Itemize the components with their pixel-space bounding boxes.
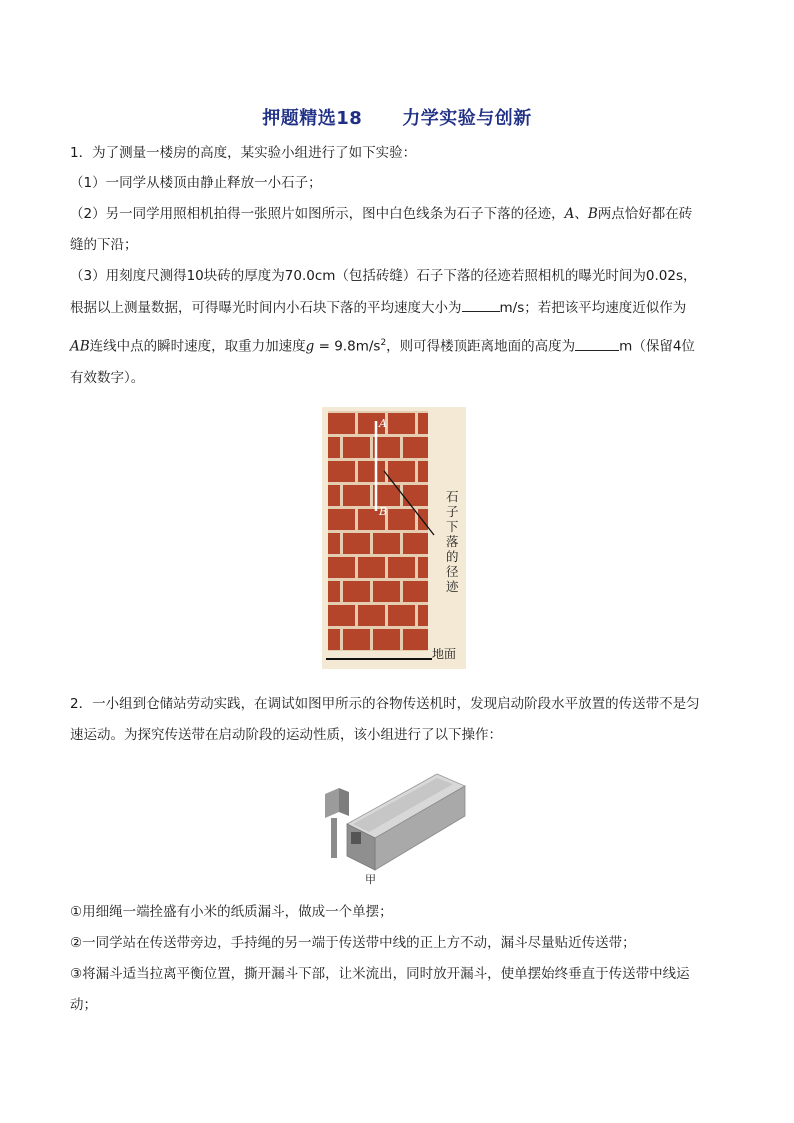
label-a: A <box>379 417 387 430</box>
caption-char: 下 <box>446 519 459 534</box>
brick <box>328 437 340 458</box>
q1-step3-text2: m/s；若把该平均速度近似作为 <box>499 300 687 316</box>
q1-point-b: B <box>587 206 598 222</box>
brick <box>403 437 428 458</box>
brick <box>388 605 415 626</box>
brick-wall <box>328 411 428 651</box>
q1-step2-cont: 缝的下沿； <box>70 237 138 253</box>
q1-step3: （3）用刻度尺测得10块砖的厚度为70.0cm（包括砖缝）石子下落的径迹若照相机的曝光时间为0.02s， <box>70 268 697 284</box>
q1-stem: 1．为了测量一楼房的高度，某实验小组进行了如下实验： <box>70 145 417 161</box>
q1-step2-text: （2）另一同学用照相机拍得一张照片如图所示，图中白色线条为石子下落的径迹， <box>70 206 565 222</box>
brick <box>328 629 340 650</box>
q1-g-exp: 2 <box>380 338 387 348</box>
q2-stem-cont: 速运动。为探究传送带在启动阶段的运动性质，该小组进行了以下操作： <box>70 727 502 743</box>
brick <box>343 437 370 458</box>
q2-op3: ③将漏斗适当拉离平衡位置，撕开漏斗下部，让米流出，同时放开漏斗，使单摆始终垂直于传送带中线运 <box>70 966 690 982</box>
brick <box>403 629 428 650</box>
q1-step3-text4: ，则可得楼顶距离地面的高度为 <box>386 338 576 355</box>
page-title <box>0 104 794 130</box>
q1-sep: 、 <box>574 206 588 222</box>
ground-label: 地面 <box>432 647 457 661</box>
caption-char: 迹 <box>446 579 459 594</box>
title-prefix: 押题精选18 <box>262 108 363 129</box>
q1-step3-cont2 <box>70 333 730 357</box>
brick <box>328 413 355 434</box>
brick <box>358 557 385 578</box>
brick <box>358 605 385 626</box>
q2-op3-cont: 动； <box>70 997 97 1013</box>
caption-char: 的 <box>446 549 459 564</box>
q1-step2 <box>70 204 730 224</box>
answer-blank-velocity[interactable] <box>462 297 500 312</box>
q1-step3-cont3: 有效数字）。 <box>70 370 145 386</box>
caption-char: 径 <box>446 564 459 579</box>
brick <box>328 581 340 602</box>
brick <box>418 461 428 482</box>
q1-step3-cont <box>70 297 730 318</box>
title-topic: 力学实验与创新 <box>402 108 532 129</box>
q1-step2-text2: 两点恰好都在砖 <box>597 206 693 222</box>
brick <box>418 557 428 578</box>
brick <box>328 461 355 482</box>
brick <box>418 509 428 530</box>
brick <box>418 413 428 434</box>
path-caption <box>446 489 459 594</box>
support-leg <box>331 818 337 858</box>
brick <box>343 629 370 650</box>
caption-char: 石 <box>446 489 459 504</box>
brick <box>403 533 428 554</box>
figure-caption-jia: 甲 <box>365 873 376 886</box>
brick <box>403 581 428 602</box>
brick-wall-figure <box>322 407 466 669</box>
brick <box>373 533 400 554</box>
brick <box>388 509 415 530</box>
q1-ab: AB <box>70 338 90 355</box>
brick <box>328 485 340 506</box>
brick <box>343 581 370 602</box>
brick <box>388 461 415 482</box>
brick <box>388 557 415 578</box>
brick <box>418 605 428 626</box>
roller <box>351 832 361 844</box>
brick <box>328 533 340 554</box>
label-b: B <box>379 505 388 518</box>
brick <box>328 605 355 626</box>
q2-op1: ①用细绳一端拴盛有小米的纸质漏斗，做成一个单摆； <box>70 904 393 920</box>
motor-box <box>325 788 339 818</box>
answer-blank-height[interactable] <box>575 336 619 351</box>
brick <box>403 485 428 506</box>
brick <box>343 533 370 554</box>
brick <box>343 485 370 506</box>
brick <box>358 461 385 482</box>
q1-point-a: A <box>564 206 575 222</box>
q1-step1: （1）一同学从楼顶由静止释放一小石子； <box>70 175 322 191</box>
brick <box>373 629 400 650</box>
caption-char: 落 <box>446 534 459 549</box>
q2-op2: ②一同学站在传送带旁边，手持绳的另一端于传送带中线的正上方不动，漏斗尽量贴近传送带； <box>70 935 636 951</box>
q1-step3-text5: m（保留4位 <box>619 338 695 355</box>
q1-step3-text3: 连线中点的瞬时速度，取重力加速度 <box>89 338 306 355</box>
brick <box>328 557 355 578</box>
conveyor-figure <box>323 772 471 888</box>
q1-g: g <box>305 338 315 355</box>
q1-g-value: = 9.8m/s <box>314 338 381 355</box>
motor-side <box>339 788 349 816</box>
brick <box>373 581 400 602</box>
brick <box>328 509 355 530</box>
brick <box>388 413 415 434</box>
caption-char: 子 <box>446 504 459 519</box>
q1-step3-text: 根据以上测量数据，可得曝光时间内小石块下落的平均速度大小为 <box>70 300 462 316</box>
q2-stem: 2．一小组到仓储站劳动实践，在调试如图甲所示的谷物传送机时，发现启动阶段水平放置的传送带不是匀 <box>70 696 700 712</box>
